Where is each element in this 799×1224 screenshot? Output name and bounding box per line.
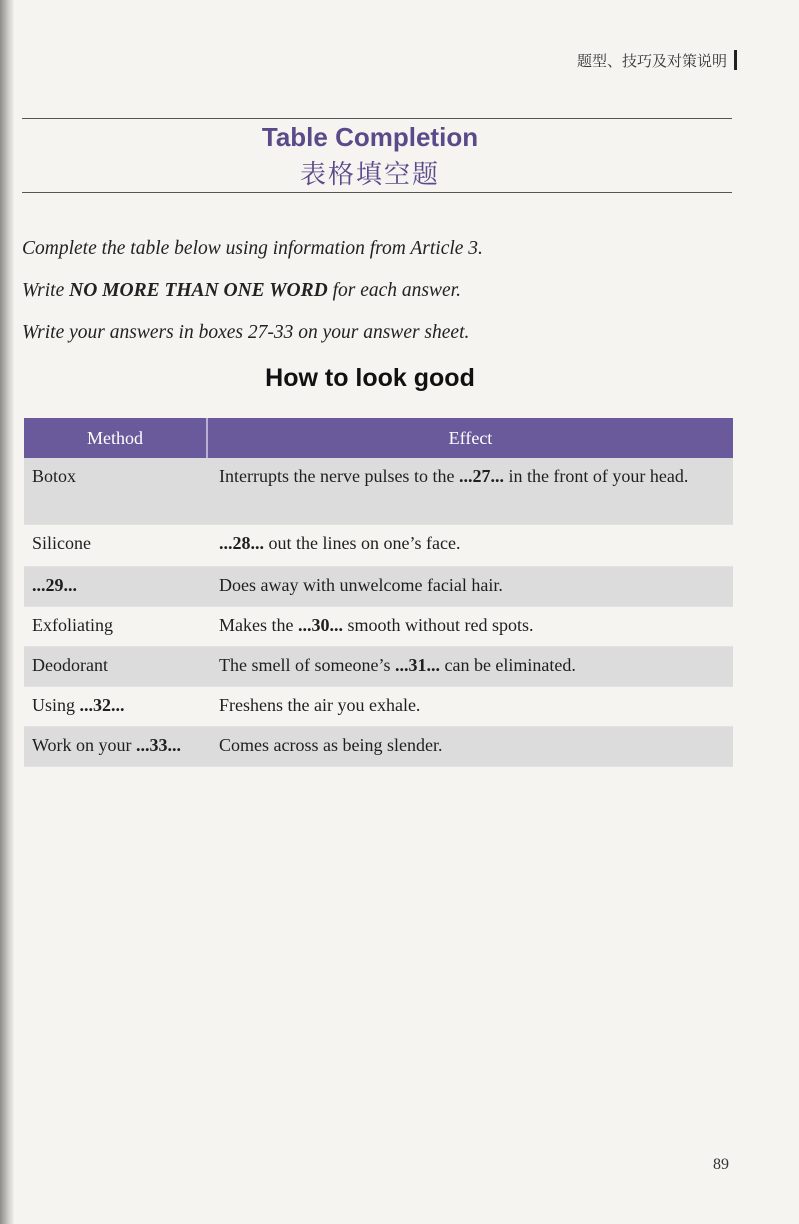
effect-cell <box>207 646 733 686</box>
completion-table <box>24 418 733 767</box>
effect-text: Makes the <box>219 614 298 635</box>
title-rule-bottom <box>22 192 732 193</box>
table-row <box>24 566 733 606</box>
method-text: Using <box>32 694 80 715</box>
method-cell <box>24 726 207 766</box>
answer-blank-32: ...32... <box>79 694 125 715</box>
method-cell <box>24 686 207 726</box>
effect-text-after: smooth without red spots. <box>342 614 534 635</box>
table-row <box>24 606 733 646</box>
instruction-line-2-post: for each answer. <box>327 280 461 301</box>
effect-cell <box>207 726 733 766</box>
method-text: Botox <box>32 466 77 486</box>
method-cell <box>24 566 207 606</box>
method-cell <box>24 458 207 524</box>
section-subtitle: 表格填空题 <box>299 160 440 190</box>
running-head-bar <box>734 50 737 70</box>
table-row <box>24 686 733 726</box>
instruction-line-2 <box>22 280 461 302</box>
instruction-line-3: Write your answers in boxes 27-33 on your answer sheet. <box>22 322 470 343</box>
effect-cell <box>207 606 733 646</box>
method-cell <box>24 606 207 646</box>
answer-blank-29: ...29... <box>32 574 77 595</box>
answer-blank-31: ...31... <box>394 654 440 675</box>
header-method: Method <box>24 418 207 458</box>
effect-text-after: in the front of your head. <box>503 466 689 486</box>
table-header-row <box>24 418 733 458</box>
table-title: How to look good <box>265 364 475 392</box>
running-head: 题型、技巧及对策说明 <box>576 52 727 70</box>
method-text: Deodorant <box>32 654 108 675</box>
effect-text: Interrupts the nerve pulses to the <box>219 466 459 486</box>
answer-blank-28: ...28... <box>219 532 264 553</box>
method-text: Work on your <box>32 734 137 755</box>
instruction-line-2-pre: Write <box>22 280 70 301</box>
effect-cell <box>207 458 733 524</box>
table-row <box>24 524 733 566</box>
answer-blank-33: ...33... <box>136 734 182 755</box>
effect-text: Comes across as being slender. <box>219 734 443 755</box>
effect-text: The smell of someone’s <box>219 654 395 675</box>
effect-cell <box>207 686 733 726</box>
effect-cell <box>207 524 733 566</box>
method-cell <box>24 646 207 686</box>
method-text: Exfoliating <box>32 614 113 635</box>
effect-text-after: can be eliminated. <box>439 654 576 675</box>
effect-text-after: out the lines on one’s face. <box>264 532 461 553</box>
instruction-word-limit: NO MORE THAN ONE WORD <box>69 280 328 301</box>
header-effect: Effect <box>207 418 733 458</box>
method-text: Silicone <box>32 532 91 553</box>
effect-cell <box>207 566 733 606</box>
page-number: 89 <box>713 1156 729 1173</box>
effect-text: Does away with unwelcome facial hair. <box>219 574 503 595</box>
instruction-line-1: Complete the table below using information from Article 3. <box>22 238 483 259</box>
table-row <box>24 646 733 686</box>
method-cell <box>24 524 207 566</box>
table-row <box>24 726 733 766</box>
effect-text: Freshens the air you exhale. <box>219 694 421 715</box>
answer-blank-27: ...27... <box>458 466 504 486</box>
table-row <box>24 458 733 524</box>
answer-blank-30: ...30... <box>297 614 343 635</box>
title-rule-top <box>22 118 732 119</box>
section-title: Table Completion <box>261 122 479 152</box>
